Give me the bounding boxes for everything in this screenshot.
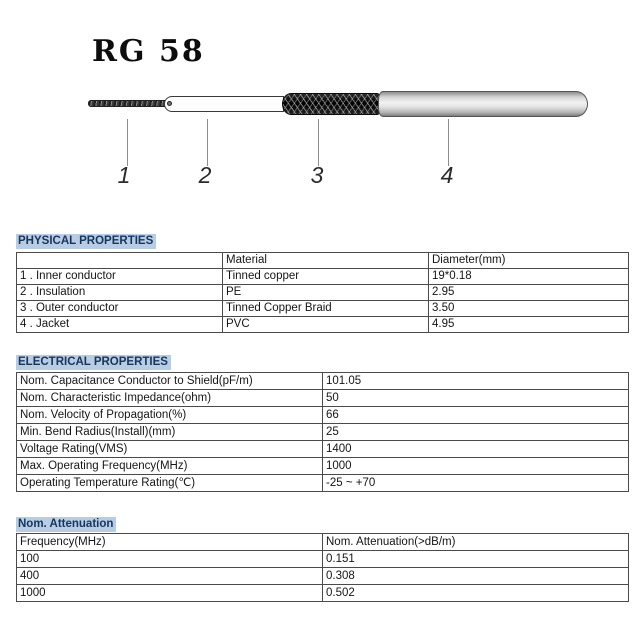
cell-property-label: Voltage Rating(VMS) <box>17 441 323 458</box>
leader-line-2 <box>207 119 208 166</box>
table-row <box>17 551 629 568</box>
header-cell-frequency: Frequency(MHz) <box>17 534 323 551</box>
cell-part-label: 1 . Inner conductor <box>17 269 223 285</box>
cell-property-value: -25 ~ +70 <box>323 475 629 492</box>
cell-property-label: Nom. Capacitance Conductor to Shield(pF/m) <box>17 373 323 390</box>
cell-material: Tinned copper <box>223 269 429 285</box>
leader-line-1 <box>127 119 128 166</box>
conductor-cross-section-dot <box>167 101 172 106</box>
table-row <box>17 407 629 424</box>
cable-jacket <box>378 91 588 117</box>
cell-property-label: Operating Temperature Rating(℃) <box>17 475 323 492</box>
header-cell-diameter: Diameter(mm) <box>429 253 629 269</box>
cell-diameter: 2.95 <box>429 285 629 301</box>
cell-property-value: 25 <box>323 424 629 441</box>
electrical-properties-table <box>16 372 629 492</box>
table-row <box>17 585 629 602</box>
cell-property-label: Nom. Velocity of Propagation(%) <box>17 407 323 424</box>
cell-material: PVC <box>223 317 429 333</box>
cell-attenuation: 0.308 <box>323 568 629 585</box>
part-number-4: 4 <box>440 162 454 188</box>
cell-part-label: 3 . Outer conductor <box>17 301 223 317</box>
cell-property-label: Nom. Characteristic Impedance(ohm) <box>17 390 323 407</box>
physical-properties-table <box>16 252 629 333</box>
table-row <box>17 285 629 301</box>
cell-frequency: 100 <box>17 551 323 568</box>
leader-line-4 <box>448 119 449 166</box>
cell-property-value: 50 <box>323 390 629 407</box>
attenuation-table <box>16 533 629 602</box>
cable-insulation <box>164 96 284 112</box>
table-row <box>17 373 629 390</box>
cell-material: Tinned Copper Braid <box>223 301 429 317</box>
part-number-2: 2 <box>198 162 212 188</box>
cell-property-value: 1000 <box>323 458 629 475</box>
table-row <box>17 317 629 333</box>
part-number-1: 1 <box>117 162 131 188</box>
cell-part-label: 4 . Jacket <box>17 317 223 333</box>
part-number-3: 3 <box>310 162 324 188</box>
cell-frequency: 400 <box>17 568 323 585</box>
header-cell-attenuation: Nom. Attenuation(>dB/m) <box>323 534 629 551</box>
cell-attenuation: 0.502 <box>323 585 629 602</box>
table-row <box>17 301 629 317</box>
electrical-properties-heading: ELECTRICAL PROPERTIES <box>16 355 171 370</box>
cell-property-value: 1400 <box>323 441 629 458</box>
attenuation-heading: Nom. Attenuation <box>16 517 116 532</box>
table-row <box>17 568 629 585</box>
table-row <box>17 441 629 458</box>
cell-property-label: Min. Bend Radius(Install)(mm) <box>17 424 323 441</box>
header-cell-material: Material <box>223 253 429 269</box>
header-cell-blank <box>17 253 223 269</box>
cell-property-label: Max. Operating Frequency(MHz) <box>17 458 323 475</box>
table-row <box>17 458 629 475</box>
table-row <box>17 269 629 285</box>
table-row <box>17 424 629 441</box>
cell-property-value: 101.05 <box>323 373 629 390</box>
cable-outer-conductor-braid <box>282 93 380 115</box>
cell-diameter: 3.50 <box>429 301 629 317</box>
table-header-row <box>17 253 629 269</box>
cell-material: PE <box>223 285 429 301</box>
cell-diameter: 19*0.18 <box>429 269 629 285</box>
cell-diameter: 4.95 <box>429 317 629 333</box>
physical-properties-heading: PHYSICAL PROPERTIES <box>16 234 156 249</box>
cable-inner-conductor <box>88 100 168 107</box>
cell-attenuation: 0.151 <box>323 551 629 568</box>
product-title: RG 58 <box>92 34 205 69</box>
table-row <box>17 390 629 407</box>
cell-part-label: 2 . Insulation <box>17 285 223 301</box>
cell-frequency: 1000 <box>17 585 323 602</box>
cell-property-value: 66 <box>323 407 629 424</box>
table-row <box>17 475 629 492</box>
leader-line-3 <box>318 119 319 166</box>
table-header-row <box>17 534 629 551</box>
